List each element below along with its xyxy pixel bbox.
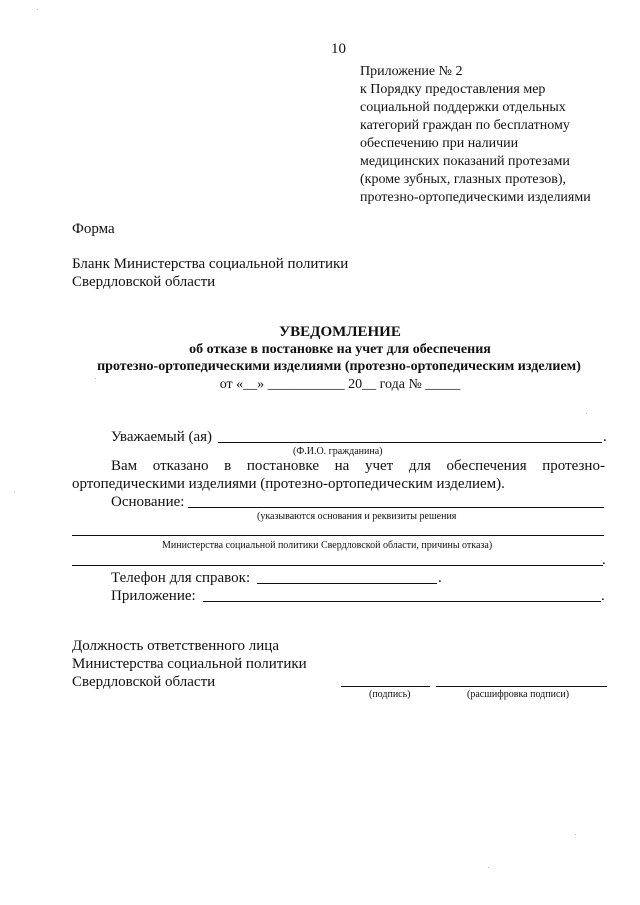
page-number: 10 — [331, 41, 346, 57]
appendix-line: протезно-ортопедическими изделиями — [360, 190, 591, 205]
refusal-line-1 — [111, 457, 605, 475]
salutation-end: . — [603, 429, 607, 445]
salutation-blank-line — [218, 442, 602, 443]
scan-speck — [14, 492, 15, 493]
scan-speck — [95, 378, 96, 379]
appendix-line: социальной поддержки отдельных — [360, 100, 566, 115]
refusal-word: протезно- — [542, 458, 605, 474]
salutation-label: Уважаемый (ая) — [111, 429, 213, 445]
letterhead-line: Свердловской области — [72, 274, 216, 290]
refusal-word: обеспечения — [446, 458, 527, 474]
signatory-line: Министерства социальной политики — [72, 656, 307, 672]
notice-date-line: от «__» ___________ 20__ года № _____ — [219, 377, 461, 392]
attachment-blank-line — [203, 601, 601, 602]
phone-label: Телефон для справок: — [111, 570, 251, 586]
refusal-line-2: ортопедическими изделиями (протезно-ортопедическим изделием). — [72, 476, 505, 492]
salutation-caption: (Ф.И.О. гражданина) — [293, 446, 383, 457]
signature-blank-line — [341, 686, 430, 687]
scan-speck — [37, 9, 38, 10]
signature-decoding-blank-line — [436, 686, 607, 687]
refusal-word: Вам — [111, 458, 138, 474]
refusal-word: на — [334, 458, 350, 474]
appendix-line: к Порядку предоставления мер — [360, 82, 546, 97]
appendix-line: (кроме зубных, глазных протезов), — [360, 172, 567, 187]
signatory-line: Свердловской области — [72, 674, 216, 690]
scan-speck — [575, 834, 576, 835]
notice-subtitle: протезно-ортопедическими изделиями (протезно-ортопедическим изделием) — [97, 359, 581, 374]
basis-label: Основание: — [111, 494, 185, 510]
refusal-word: постановке — [246, 458, 319, 474]
signature-caption: (подпись) — [369, 689, 411, 700]
signature-decoding-caption: (расшифровка подписи) — [467, 689, 570, 700]
appendix-line: категорий граждан по бесплатному — [360, 118, 570, 133]
basis-end: . — [602, 552, 606, 568]
scan-speck — [586, 413, 587, 414]
appendix-line: Приложение № 2 — [360, 64, 463, 79]
refusal-word: для — [408, 458, 431, 474]
appendix-block — [360, 63, 591, 207]
attachment-end: . — [601, 588, 605, 604]
basis-blank-line — [72, 565, 603, 566]
phone-blank-line — [257, 583, 437, 584]
basis-blank-line — [188, 507, 604, 508]
form-label: Форма — [72, 221, 115, 237]
refusal-word: отказано — [152, 458, 209, 474]
appendix-line: обеспечению при наличии — [360, 136, 519, 151]
scan-speck — [488, 867, 489, 868]
letterhead-line: Бланк Министерства социальной политики — [72, 256, 349, 272]
refusal-word: в — [224, 458, 232, 474]
attachment-label: Приложение: — [111, 588, 196, 604]
basis-caption: Министерства социальной политики Свердловской области, причины отказа) — [162, 540, 493, 551]
notice-heading: УВЕДОМЛЕНИЕ — [279, 324, 401, 340]
appendix-line: медицинских показаний протезами — [360, 154, 570, 169]
notice-subtitle: об отказе в постановке на учет для обеспечения — [189, 342, 491, 357]
basis-caption: (указываются основания и реквизиты решения — [257, 511, 457, 522]
signatory-line: Должность ответственного лица — [72, 638, 279, 654]
refusal-word: учет — [364, 458, 394, 474]
basis-blank-line — [72, 535, 604, 536]
phone-end: . — [438, 570, 442, 586]
